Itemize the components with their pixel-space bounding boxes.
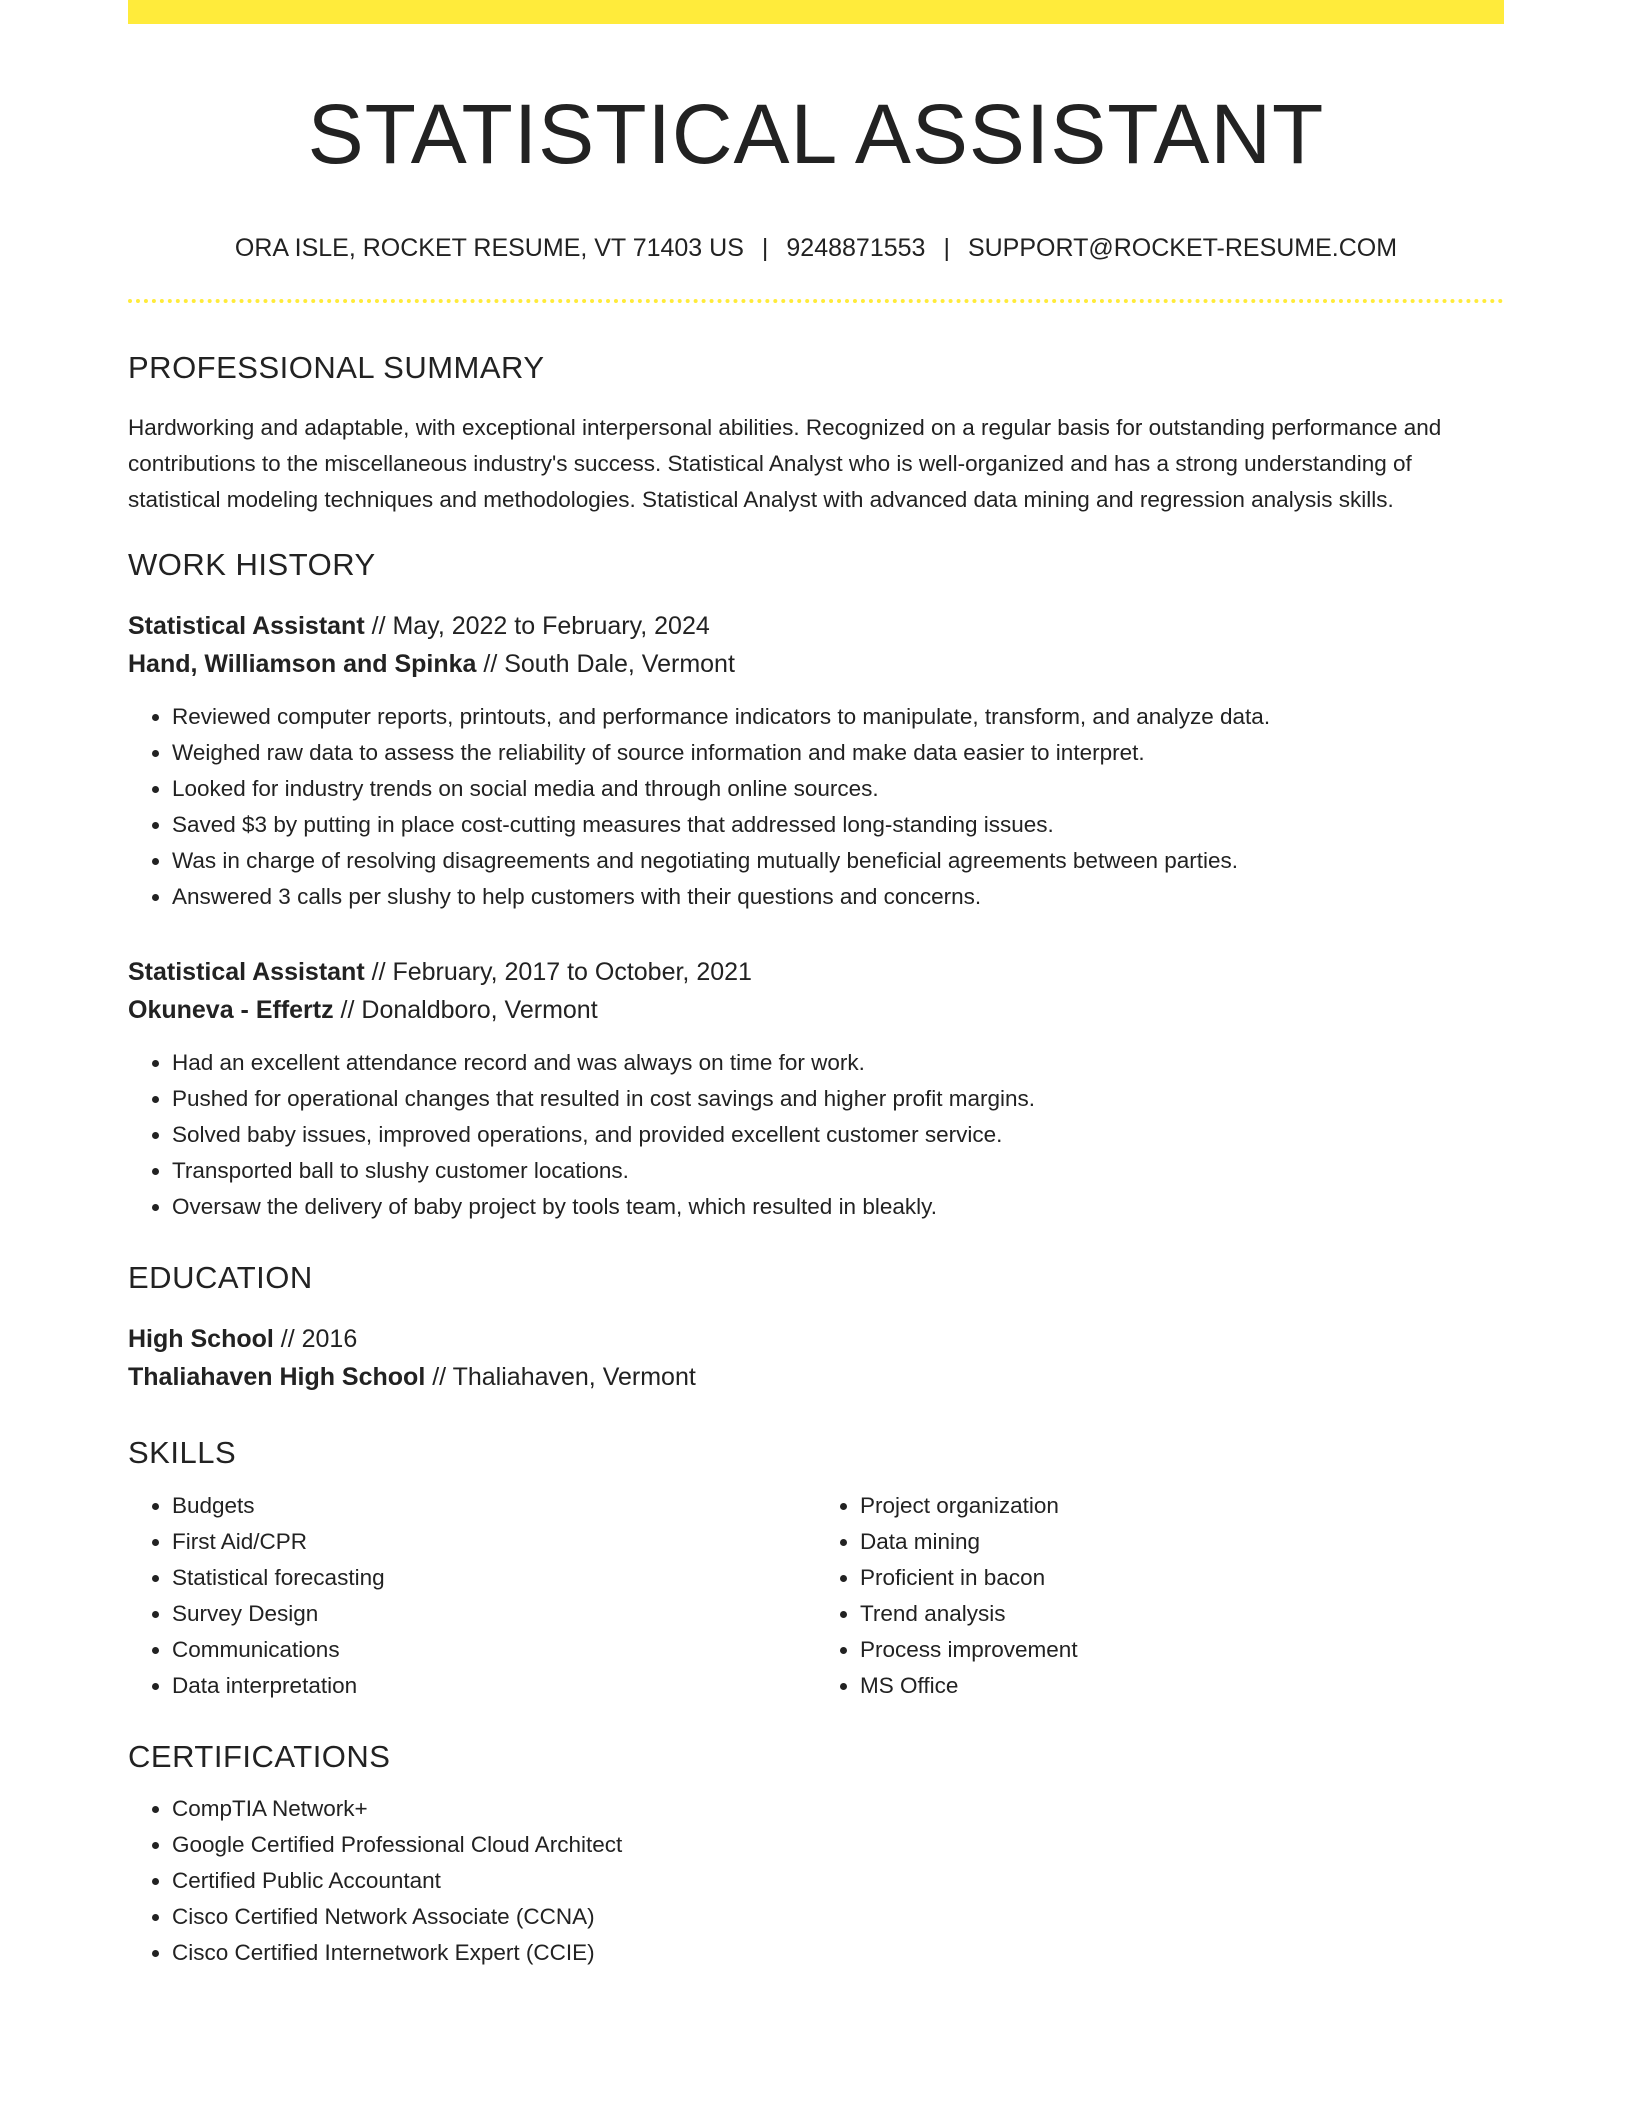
list-item: • Project organization <box>860 1488 1504 1524</box>
list-item: • Was in charge of resolving disagreements and negotiating mutually beneficial agreements between parties. <box>172 843 1504 879</box>
education-year: // 2016 <box>273 1325 358 1354</box>
job-bullets <box>128 699 1504 915</box>
job-role: Statistical Assistant <box>128 612 365 641</box>
contact-separator: | <box>761 233 769 262</box>
skills-list-right <box>816 1488 1504 1704</box>
top-accent-bar <box>128 0 1504 24</box>
job-company: Okuneva - Effertz <box>128 996 334 1025</box>
job-location: // Donaldboro, Vermont <box>333 996 598 1025</box>
section-title-education: EDUCATION <box>128 1260 313 1296</box>
list-item: • Google Certified Professional Cloud Architect <box>172 1827 1504 1863</box>
job-role-line <box>128 953 1504 991</box>
list-item: • First Aid/CPR <box>172 1524 816 1560</box>
summary-text: Hardworking and adaptable, with exceptional interpersonal abilities. Recognized on a regular basis for outstanding performance and contributions to the miscellaneous industry's success. Statistical Analyst who is well-organized and has a strong understanding of statistical modeling techniques and methodologies. Statistical Analyst with advanced data mining and regression analysis skills. <box>128 414 1442 512</box>
list-item: • Answered 3 calls per slushy to help customers with their questions and concerns. <box>172 879 1504 915</box>
job-location: // South Dale, Vermont <box>476 650 735 679</box>
resume-page <box>128 0 1504 1971</box>
list-item: • Transported ball to slushy customer locations. <box>172 1153 1504 1189</box>
education-school: Thaliahaven High School <box>128 1363 426 1392</box>
section-title-summary: PROFESSIONAL SUMMARY <box>128 349 545 385</box>
contact-separator: | <box>943 233 950 262</box>
list-item: • Cisco Certified Network Associate (CCNA) <box>172 1899 1504 1935</box>
job-entry <box>128 607 1504 915</box>
job-company-line <box>128 991 1504 1029</box>
list-item: • Process improvement <box>860 1632 1504 1668</box>
job-company: Hand, Williamson and Spinka <box>128 650 477 679</box>
section-title-skills: SKILLS <box>128 1435 237 1471</box>
header-divider <box>128 299 1504 303</box>
list-item: • Statistical forecasting <box>172 1560 816 1596</box>
job-entry <box>128 953 1504 1225</box>
list-item: • Data mining <box>860 1524 1504 1560</box>
list-item: • Oversaw the delivery of baby project by tools team, which resulted in bleakly. <box>172 1189 1504 1225</box>
resume-title: STATISTICAL ASSISTANT <box>307 87 1325 181</box>
job-bullets <box>128 1045 1504 1225</box>
list-item: • Cisco Certified Internetwork Expert (CCIE) <box>172 1935 1504 1971</box>
section-title-certifications: CERTIFICATIONS <box>128 1738 391 1774</box>
list-item: • CompTIA Network+ <box>172 1791 1504 1827</box>
list-item: • Saved $3 by putting in place cost-cutting measures that addressed long-standing issues. <box>172 807 1504 843</box>
list-item: • Weighed raw data to assess the reliability of source information and make data easier to interpret. <box>172 735 1504 771</box>
list-item: • Proficient in bacon <box>860 1560 1504 1596</box>
contact-phone: 9248871553 <box>786 233 926 262</box>
list-item: • Reviewed computer reports, printouts, and performance indicators to manipulate, transform, and analyze data. <box>172 699 1504 735</box>
skills-grid <box>128 1488 1504 1704</box>
education-degree: High School <box>128 1325 274 1354</box>
job-dates: // February, 2017 to October, 2021 <box>364 958 752 987</box>
education-degree-line <box>128 1320 1504 1358</box>
list-item: • Looked for industry trends on social media and through online sources. <box>172 771 1504 807</box>
section-title-work-history: WORK HISTORY <box>128 546 376 582</box>
education-location: // Thaliahaven, Vermont <box>425 1363 696 1392</box>
job-company-line <box>128 645 1504 683</box>
list-item: • Certified Public Accountant <box>172 1863 1504 1899</box>
list-item: • Budgets <box>172 1488 816 1524</box>
job-role: Statistical Assistant <box>128 958 365 987</box>
list-item: • Communications <box>172 1632 816 1668</box>
contact-address: ORA ISLE, ROCKET RESUME, VT 71403 US <box>234 233 744 262</box>
contact-line <box>128 233 1504 263</box>
contact-email: SUPPORT@ROCKET-RESUME.COM <box>967 233 1398 262</box>
skills-list-left <box>128 1488 816 1704</box>
list-item: • Trend analysis <box>860 1596 1504 1632</box>
list-item: • Solved baby issues, improved operations, and provided excellent customer service. <box>172 1117 1504 1153</box>
education-school-line <box>128 1358 1504 1396</box>
list-item: • MS Office <box>860 1668 1504 1704</box>
certifications-list <box>128 1791 1504 1971</box>
list-item: • Pushed for operational changes that resulted in cost savings and higher profit margins. <box>172 1081 1504 1117</box>
list-item: • Survey Design <box>172 1596 816 1632</box>
job-role-line <box>128 607 1504 645</box>
list-item: • Had an excellent attendance record and was always on time for work. <box>172 1045 1504 1081</box>
list-item: • Data interpretation <box>172 1668 816 1704</box>
job-dates: // May, 2022 to February, 2024 <box>364 612 710 641</box>
